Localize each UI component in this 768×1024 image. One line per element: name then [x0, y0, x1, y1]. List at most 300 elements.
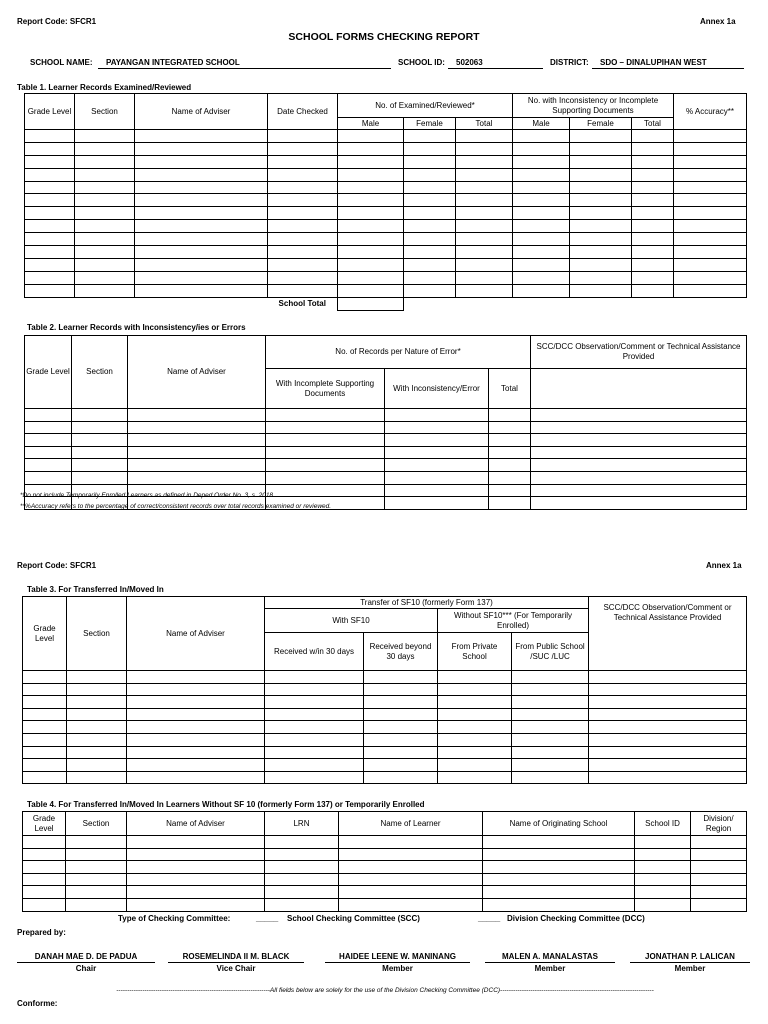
table-cell[interactable] [128, 446, 266, 459]
table-cell[interactable] [265, 708, 364, 721]
table-cell[interactable] [23, 733, 67, 746]
table-cell[interactable] [438, 746, 512, 759]
table-cell[interactable] [531, 484, 747, 497]
table-cell[interactable] [127, 683, 265, 696]
table-cell[interactable] [339, 898, 483, 911]
table-cell[interactable] [23, 671, 67, 684]
table-cell[interactable] [338, 233, 404, 246]
table-cell[interactable] [385, 459, 489, 472]
table-cell[interactable] [438, 696, 512, 709]
table-cell[interactable] [339, 836, 483, 849]
table-cell[interactable] [513, 246, 570, 259]
table-cell[interactable] [570, 181, 632, 194]
table-cell[interactable] [75, 220, 135, 233]
committee-scc-blank[interactable]: _____ [256, 914, 279, 923]
table-cell[interactable] [339, 848, 483, 861]
table-cell[interactable] [266, 471, 385, 484]
table-cell[interactable] [268, 233, 338, 246]
table-cell[interactable] [25, 220, 75, 233]
table-cell[interactable] [404, 207, 456, 220]
table-cell[interactable] [127, 733, 265, 746]
table-cell[interactable] [127, 671, 265, 684]
table-cell[interactable] [691, 848, 747, 861]
table-cell[interactable] [265, 886, 339, 899]
table-cell[interactable] [632, 130, 674, 143]
table-cell[interactable] [25, 284, 75, 297]
table-cell[interactable] [570, 168, 632, 181]
table-cell[interactable] [513, 271, 570, 284]
table-cell[interactable] [589, 759, 747, 772]
table-cell[interactable] [570, 155, 632, 168]
table-cell[interactable] [25, 271, 75, 284]
table-cell[interactable] [25, 459, 72, 472]
table-cell[interactable] [589, 771, 747, 784]
table-cell[interactable] [75, 271, 135, 284]
table-cell[interactable] [512, 721, 589, 734]
table-cell[interactable] [483, 848, 635, 861]
table-cell[interactable] [512, 759, 589, 772]
table-cell[interactable] [265, 721, 364, 734]
table-cell[interactable] [489, 484, 531, 497]
table-cell[interactable] [483, 873, 635, 886]
table-cell[interactable] [23, 873, 66, 886]
table-cell[interactable] [691, 886, 747, 899]
table-cell[interactable] [691, 898, 747, 911]
table-cell[interactable] [268, 194, 338, 207]
table-cell[interactable] [385, 409, 489, 422]
table-cell[interactable] [135, 258, 268, 271]
table-cell[interactable] [25, 434, 72, 447]
table-cell[interactable] [385, 497, 489, 510]
table-cell[interactable] [404, 155, 456, 168]
table-cell[interactable] [438, 683, 512, 696]
table-cell[interactable] [404, 142, 456, 155]
table-cell[interactable] [512, 671, 589, 684]
table-cell[interactable] [339, 873, 483, 886]
table-cell[interactable] [635, 873, 691, 886]
table-cell[interactable] [265, 683, 364, 696]
table-cell[interactable] [489, 471, 531, 484]
table-cell[interactable] [674, 233, 747, 246]
table-cell[interactable] [127, 696, 265, 709]
table-cell[interactable] [338, 194, 404, 207]
table-cell[interactable] [570, 246, 632, 259]
table-cell[interactable] [75, 246, 135, 259]
table-cell[interactable] [512, 733, 589, 746]
table-cell[interactable] [25, 130, 75, 143]
table-cell[interactable] [23, 696, 67, 709]
table-cell[interactable] [489, 434, 531, 447]
table-cell[interactable] [483, 836, 635, 849]
table-cell[interactable] [674, 207, 747, 220]
table-cell[interactable] [75, 142, 135, 155]
table-cell[interactable] [66, 861, 127, 874]
table-cell[interactable] [404, 271, 456, 284]
table-cell[interactable] [513, 194, 570, 207]
table-cell[interactable] [531, 409, 747, 422]
table-cell[interactable] [67, 708, 127, 721]
table-cell[interactable] [385, 434, 489, 447]
table-cell[interactable] [589, 733, 747, 746]
table-cell[interactable] [127, 759, 265, 772]
table-cell[interactable] [25, 181, 75, 194]
table-cell[interactable] [127, 721, 265, 734]
table-cell[interactable] [513, 130, 570, 143]
table-cell[interactable] [489, 459, 531, 472]
table-cell[interactable] [25, 155, 75, 168]
table-cell[interactable] [513, 233, 570, 246]
table-cell[interactable] [127, 771, 265, 784]
table-cell[interactable] [266, 446, 385, 459]
table-cell[interactable] [513, 207, 570, 220]
table-cell[interactable] [632, 220, 674, 233]
table-cell[interactable] [135, 233, 268, 246]
table-cell[interactable] [512, 746, 589, 759]
table-cell[interactable] [338, 130, 404, 143]
table-cell[interactable] [674, 181, 747, 194]
table-cell[interactable] [25, 471, 72, 484]
table-cell[interactable] [404, 130, 456, 143]
table-cell[interactable] [266, 421, 385, 434]
table-cell[interactable] [66, 886, 127, 899]
table-cell[interactable] [513, 168, 570, 181]
table-cell[interactable] [531, 459, 747, 472]
table-cell[interactable] [127, 861, 265, 874]
table-cell[interactable] [23, 898, 66, 911]
table-cell[interactable] [531, 471, 747, 484]
table-cell[interactable] [438, 733, 512, 746]
table-cell[interactable] [268, 130, 338, 143]
table-cell[interactable] [268, 284, 338, 297]
table-cell[interactable] [531, 497, 747, 510]
table-cell[interactable] [67, 721, 127, 734]
table-cell[interactable] [438, 708, 512, 721]
table-cell[interactable] [570, 271, 632, 284]
table-cell[interactable] [135, 168, 268, 181]
table-cell[interactable] [589, 721, 747, 734]
table-cell[interactable] [23, 848, 66, 861]
table-cell[interactable] [268, 142, 338, 155]
table-cell[interactable] [75, 130, 135, 143]
table-cell[interactable] [338, 220, 404, 233]
table-cell[interactable] [67, 759, 127, 772]
table-cell[interactable] [456, 246, 513, 259]
table-cell[interactable] [674, 258, 747, 271]
table-cell[interactable] [489, 409, 531, 422]
table-cell[interactable] [674, 155, 747, 168]
table-cell[interactable] [23, 721, 67, 734]
table-cell[interactable] [266, 409, 385, 422]
table-cell[interactable] [456, 168, 513, 181]
table-cell[interactable] [25, 409, 72, 422]
table-cell[interactable] [589, 671, 747, 684]
table-cell[interactable] [364, 746, 438, 759]
table-cell[interactable] [265, 671, 364, 684]
table-cell[interactable] [632, 207, 674, 220]
table-cell[interactable] [265, 861, 339, 874]
table-cell[interactable] [364, 708, 438, 721]
table-cell[interactable] [25, 446, 72, 459]
table-cell[interactable] [438, 759, 512, 772]
table-cell[interactable] [570, 130, 632, 143]
table-cell[interactable] [128, 471, 266, 484]
table-cell[interactable] [483, 898, 635, 911]
table-cell[interactable] [265, 848, 339, 861]
table-cell[interactable] [135, 246, 268, 259]
table-cell[interactable] [674, 142, 747, 155]
table-cell[interactable] [265, 873, 339, 886]
table-cell[interactable] [456, 271, 513, 284]
table-cell[interactable] [338, 181, 404, 194]
table-cell[interactable] [135, 271, 268, 284]
table-cell[interactable] [265, 836, 339, 849]
table-cell[interactable] [364, 683, 438, 696]
table-cell[interactable] [456, 233, 513, 246]
table-cell[interactable] [632, 181, 674, 194]
table-cell[interactable] [364, 759, 438, 772]
table-cell[interactable] [135, 155, 268, 168]
table-cell[interactable] [339, 861, 483, 874]
table-cell[interactable] [456, 181, 513, 194]
table-cell[interactable] [23, 836, 66, 849]
table-cell[interactable] [268, 207, 338, 220]
table-cell[interactable] [25, 258, 75, 271]
table-cell[interactable] [67, 683, 127, 696]
table-cell[interactable] [265, 696, 364, 709]
table-cell[interactable] [23, 746, 67, 759]
table-cell[interactable] [265, 771, 364, 784]
table-cell[interactable] [67, 771, 127, 784]
table-cell[interactable] [385, 446, 489, 459]
table-cell[interactable] [25, 168, 75, 181]
table-cell[interactable] [23, 759, 67, 772]
table-cell[interactable] [364, 671, 438, 684]
table-cell[interactable] [632, 246, 674, 259]
table-cell[interactable] [127, 886, 265, 899]
table-cell[interactable] [512, 696, 589, 709]
table-cell[interactable] [266, 459, 385, 472]
table-cell[interactable] [25, 246, 75, 259]
table-cell[interactable] [404, 181, 456, 194]
table-cell[interactable] [127, 708, 265, 721]
table-cell[interactable] [135, 130, 268, 143]
table-cell[interactable] [674, 271, 747, 284]
table-cell[interactable] [265, 733, 364, 746]
table-cell[interactable] [632, 271, 674, 284]
table-cell[interactable] [691, 836, 747, 849]
table-cell[interactable] [25, 207, 75, 220]
table-cell[interactable] [570, 142, 632, 155]
table-cell[interactable] [266, 434, 385, 447]
table-cell[interactable] [265, 759, 364, 772]
table-cell[interactable] [404, 246, 456, 259]
table-cell[interactable] [339, 886, 483, 899]
table-cell[interactable] [128, 421, 266, 434]
table-cell[interactable] [513, 181, 570, 194]
table-cell[interactable] [456, 130, 513, 143]
table-cell[interactable] [589, 683, 747, 696]
table-cell[interactable] [635, 861, 691, 874]
table-cell[interactable] [268, 155, 338, 168]
table-cell[interactable] [265, 898, 339, 911]
table-cell[interactable] [589, 746, 747, 759]
table-cell[interactable] [128, 459, 266, 472]
table-cell[interactable] [75, 284, 135, 297]
table-cell[interactable] [67, 733, 127, 746]
table-cell[interactable] [456, 220, 513, 233]
table-cell[interactable] [128, 434, 266, 447]
table-cell[interactable] [72, 434, 128, 447]
table-cell[interactable] [456, 155, 513, 168]
table-cell[interactable] [512, 683, 589, 696]
table-cell[interactable] [66, 898, 127, 911]
table-cell[interactable] [385, 421, 489, 434]
table-cell[interactable] [135, 207, 268, 220]
table-cell[interactable] [268, 246, 338, 259]
t2-observation-cell[interactable] [531, 369, 747, 409]
table-cell[interactable] [127, 898, 265, 911]
table-cell[interactable] [268, 271, 338, 284]
table-cell[interactable] [456, 142, 513, 155]
table-cell[interactable] [404, 258, 456, 271]
table-cell[interactable] [127, 873, 265, 886]
table-cell[interactable] [75, 207, 135, 220]
table-cell[interactable] [75, 194, 135, 207]
table-cell[interactable] [72, 471, 128, 484]
table-cell[interactable] [265, 746, 364, 759]
table-cell[interactable] [674, 130, 747, 143]
table-cell[interactable] [25, 194, 75, 207]
table-cell[interactable] [135, 181, 268, 194]
table-cell[interactable] [674, 284, 747, 297]
table-cell[interactable] [531, 434, 747, 447]
table-cell[interactable] [135, 220, 268, 233]
table-cell[interactable] [632, 233, 674, 246]
table-cell[interactable] [404, 233, 456, 246]
table-cell[interactable] [404, 220, 456, 233]
table-cell[interactable] [632, 284, 674, 297]
table-cell[interactable] [75, 168, 135, 181]
table-cell[interactable] [338, 246, 404, 259]
table-cell[interactable] [128, 409, 266, 422]
table-cell[interactable] [456, 207, 513, 220]
table-cell[interactable] [338, 271, 404, 284]
table-cell[interactable] [127, 746, 265, 759]
table-cell[interactable] [570, 194, 632, 207]
table-cell[interactable] [23, 886, 66, 899]
table-cell[interactable] [385, 471, 489, 484]
table-cell[interactable] [75, 233, 135, 246]
table-cell[interactable] [67, 696, 127, 709]
table-cell[interactable] [72, 446, 128, 459]
table-cell[interactable] [531, 446, 747, 459]
table-cell[interactable] [75, 258, 135, 271]
table-cell[interactable] [589, 708, 747, 721]
table-cell[interactable] [364, 733, 438, 746]
table-cell[interactable] [489, 421, 531, 434]
table-cell[interactable] [635, 848, 691, 861]
table-cell[interactable] [268, 168, 338, 181]
table-cell[interactable] [67, 746, 127, 759]
table-cell[interactable] [674, 246, 747, 259]
table-cell[interactable] [635, 836, 691, 849]
table-cell[interactable] [338, 207, 404, 220]
table-cell[interactable] [385, 484, 489, 497]
table-cell[interactable] [570, 258, 632, 271]
table-cell[interactable] [513, 284, 570, 297]
table-cell[interactable] [66, 848, 127, 861]
table-cell[interactable] [513, 142, 570, 155]
table-cell[interactable] [438, 671, 512, 684]
table-cell[interactable] [531, 421, 747, 434]
table-cell[interactable] [72, 421, 128, 434]
table-cell[interactable] [338, 258, 404, 271]
table-cell[interactable] [635, 898, 691, 911]
table-cell[interactable] [127, 848, 265, 861]
table-cell[interactable] [338, 168, 404, 181]
table-cell[interactable] [404, 194, 456, 207]
table-cell[interactable] [72, 459, 128, 472]
table-cell[interactable] [438, 721, 512, 734]
table-cell[interactable] [338, 155, 404, 168]
table-cell[interactable] [67, 671, 127, 684]
table-cell[interactable] [674, 220, 747, 233]
table-cell[interactable] [268, 181, 338, 194]
table-cell[interactable] [691, 873, 747, 886]
table-cell[interactable] [674, 194, 747, 207]
committee-dcc-blank[interactable]: _____ [478, 914, 501, 923]
table-cell[interactable] [635, 886, 691, 899]
table-cell[interactable] [25, 233, 75, 246]
table-cell[interactable] [483, 886, 635, 899]
table-cell[interactable] [589, 696, 747, 709]
table-cell[interactable] [23, 708, 67, 721]
table-cell[interactable] [512, 708, 589, 721]
table-cell[interactable] [25, 421, 72, 434]
table-cell[interactable] [456, 194, 513, 207]
table-cell[interactable] [438, 771, 512, 784]
table-cell[interactable] [268, 258, 338, 271]
table-cell[interactable] [456, 258, 513, 271]
table-cell[interactable] [66, 873, 127, 886]
table-cell[interactable] [632, 258, 674, 271]
table-cell[interactable] [25, 142, 75, 155]
table-cell[interactable] [364, 721, 438, 734]
table-cell[interactable] [691, 861, 747, 874]
table-cell[interactable] [364, 771, 438, 784]
table-cell[interactable] [75, 155, 135, 168]
table-cell[interactable] [632, 194, 674, 207]
table-cell[interactable] [513, 258, 570, 271]
table-cell[interactable] [23, 771, 67, 784]
table-cell[interactable] [266, 484, 385, 497]
table-cell[interactable] [632, 142, 674, 155]
table-cell[interactable] [513, 220, 570, 233]
t1-total-cell[interactable] [338, 297, 404, 310]
table-cell[interactable] [66, 836, 127, 849]
table-cell[interactable] [75, 181, 135, 194]
table-cell[interactable] [135, 142, 268, 155]
table-cell[interactable] [23, 861, 66, 874]
table-cell[interactable] [489, 446, 531, 459]
table-cell[interactable] [570, 284, 632, 297]
table-cell[interactable] [512, 771, 589, 784]
table-cell[interactable] [483, 861, 635, 874]
table-cell[interactable] [338, 142, 404, 155]
table-cell[interactable] [456, 284, 513, 297]
table-cell[interactable] [23, 683, 67, 696]
table-cell[interactable] [268, 220, 338, 233]
